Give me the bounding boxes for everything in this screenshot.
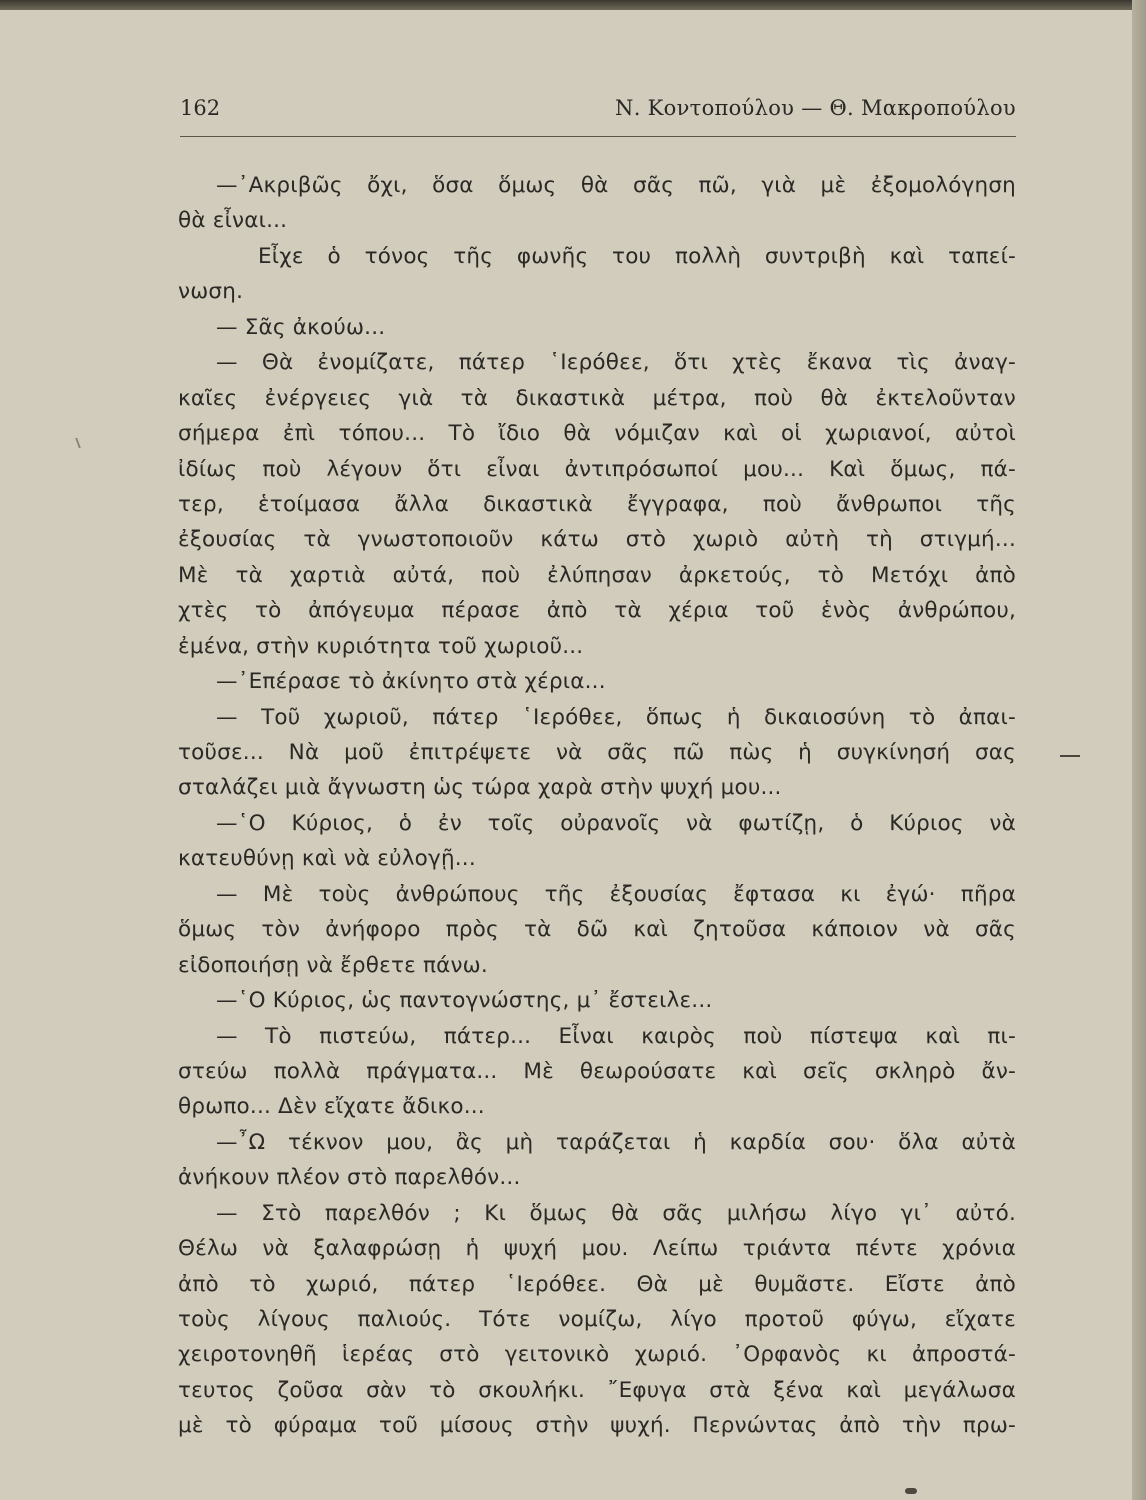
body-text: [178, 168, 1016, 1444]
text-line: κατευθύνῃ καὶ νὰ εὐλογῇ...: [178, 846, 476, 872]
text-line: — Τοῦ χωριοῦ, πάτερ ῾Ιερόθεε, ὅπως ἡ δικαιοσύνη τὸ ἀπαι-: [216, 704, 1016, 730]
page-header: [180, 96, 1016, 126]
text-line: σήμερα ἐπὶ τόπου... Τὸ ἴδιο θὰ νόμιζαν καὶ οἱ χωριανοί, αὐτοὶ: [178, 421, 1016, 447]
text-line: Θέλω νὰ ξαλαφρώσῃ ἡ ψυχή μου. Λείπω τριάντα πέντε χρόνια: [178, 1236, 1016, 1262]
text-line: θὰ εἶναι...: [178, 208, 288, 234]
text-line: Εἶχε ὁ τόνος τῆς φωνῆς του πολλὴ συντριβὴ καὶ ταπεί-: [258, 243, 1016, 269]
text-line: ἀνήκουν πλέον στὸ παρελθόν...: [178, 1165, 521, 1191]
margin-pencil-mark: [75, 438, 87, 448]
text-line: θρωπο... Δὲν εἴχατε ἄδικο...: [178, 1094, 485, 1120]
text-line: τευτος ζοῦσα σὰν τὸ σκουλήκι. ῎Εφυγα στὰ ξένα καὶ μεγάλωσα: [178, 1377, 1016, 1403]
text-line: ὅμως τὸν ἀνήφορο πρὸς τὰ δῶ καὶ ζητοῦσα κάποιον νὰ σᾶς: [178, 917, 1016, 943]
text-line: — Στὸ παρελθόν ; Κι ὅμως θὰ σᾶς μιλήσω λίγο γι᾿ αὐτό.: [216, 1200, 1016, 1226]
text-line: —῾Ο Κύριος, ὡς παντογνώστης, μ᾿ ἔστειλε...: [216, 988, 713, 1014]
text-line: σταλάζει μιὰ ἄγνωστη ὡς τώρα χαρὰ στὴν ψυχή μου...: [178, 775, 782, 801]
text-line: μὲ τὸ φύραμα τοῦ μίσους στὴν ψυχή. Περνώντας ἀπὸ τὴν πρω-: [178, 1413, 1016, 1439]
text-line: εἰδοποιήσῃ νὰ ἔρθετε πάνω.: [178, 952, 488, 978]
scan-top-edge: [0, 0, 1146, 10]
text-line: —᾿Επέρασε τὸ ἀκίνητο στὰ χέρια...: [216, 669, 606, 695]
text-line: τοῦσε... Νὰ μοῦ ἐπιτρέψετε νὰ σᾶς πῶ πὼς ἡ συγκίνησή σας: [178, 740, 1016, 765]
text-line: τερ, ἑτοίμασα ἄλλα δικαστικὰ ἔγγραφα, ποὺ ἄνθρωποι τῆς: [178, 491, 1016, 517]
text-line: —῏Ω τέκνον μου, ἂς μὴ ταράζεται ἡ καρδία σου· ὅλα αὐτὰ: [216, 1129, 1016, 1155]
text-line: στεύω πολλὰ πράγματα... Μὲ θεωρούσατε καὶ σεῖς σκληρὸ ἄν-: [178, 1058, 1016, 1084]
header-rule: [180, 136, 1016, 137]
scan-right-edge: [1132, 0, 1146, 1500]
text-line: νωση.: [178, 279, 244, 305]
text-line: χειροτονηθῆ ἱερέας στὸ γειτονικὸ χωριό. ᾿Ορφανὸς κι ἀπροστά-: [178, 1342, 1016, 1368]
paper-speck: [905, 1488, 917, 1494]
text-line: ἐξουσίας τὰ γνωστοποιοῦν κάτω στὸ χωριὸ αὐτὴ τὴ στιγμή...: [178, 527, 1016, 553]
text-line: ἐμένα, στὴν κυριότητα τοῦ χωριοῦ...: [178, 633, 584, 659]
text-line: ἰδίως ποὺ λέγουν ὅτι εἶναι ἀντιπρόσωποί μου... Καὶ ὅμως, πά-: [178, 456, 1016, 482]
margin-dash-mark: [1060, 755, 1080, 757]
text-line: ἀπὸ τὸ χωριό, πάτερ ῾Ιερόθεε. Θὰ μὲ θυμᾶστε. Εἴστε ἀπὸ: [178, 1271, 1016, 1297]
text-line: Μὲ τὰ χαρτιὰ αὐτά, ποὺ ἐλύπησαν ἀρκετούς, τὸ Μετόχι ἀπὸ: [178, 562, 1016, 588]
text-line: — Σᾶς ἀκούω...: [216, 314, 386, 340]
text-line: —᾿Ακριβῶς ὄχι, ὅσα ὅμως θὰ σᾶς πῶ, γιὰ μὲ ἐξομολόγηση: [216, 173, 1016, 198]
text-line: — Θὰ ἐνομίζατε, πάτερ ῾Ιερόθεε, ὅτι χτὲς ἔκανα τὶς ἀναγ-: [216, 350, 1016, 376]
book-page: [0, 10, 1132, 1500]
text-line: — Τὸ πιστεύω, πάτερ... Εἶναι καιρὸς ποὺ πίστεψα καὶ πι-: [216, 1023, 1016, 1049]
text-line: χτὲς τὸ ἀπόγευμα πέρασε ἀπὸ τὰ χέρια τοῦ ἑνὸς ἀνθρώπου,: [178, 598, 1016, 624]
running-head-authors: Ν. Κοντοπούλου — Θ. Μακροπούλου: [615, 96, 1016, 120]
text-line: —῾Ο Κύριος, ὁ ἐν τοῖς οὐρανοῖς νὰ φωτίζῃ, ὁ Κύριος νὰ: [216, 810, 1016, 836]
page-number: 162: [180, 96, 221, 120]
text-line: καῖες ἐνέργειες γιὰ τὰ δικαστικὰ μέτρα, ποὺ θὰ ἐκτελοῦνταν: [178, 385, 1016, 411]
text-line: — Μὲ τοὺς ἀνθρώπους τῆς ἐξουσίας ἔφτασα κι ἐγώ· πῆρα: [216, 881, 1016, 907]
text-line: τοὺς λίγους παλιούς. Τότε νομίζω, λίγο προτοῦ φύγω, εἴχατε: [178, 1307, 1016, 1332]
